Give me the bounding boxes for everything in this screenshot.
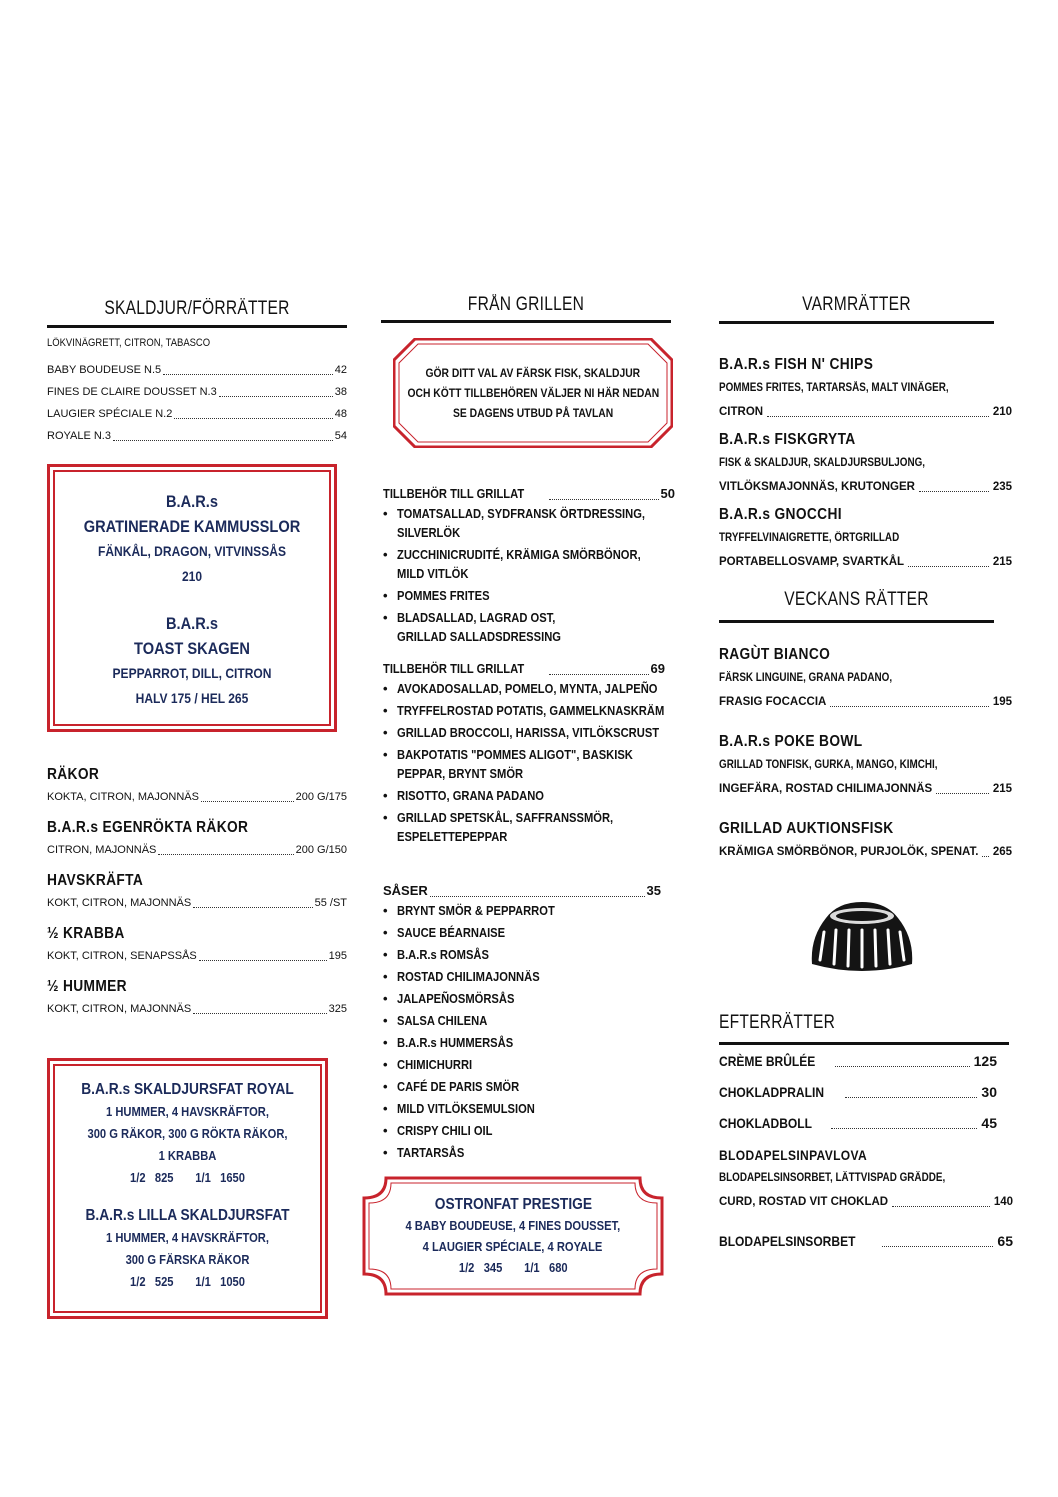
sauce-item: • MILD VITLÖKSEMULSION xyxy=(383,1099,661,1118)
dot-leader xyxy=(830,706,988,707)
platter-line: 300 G FÄRSKA RÄKOR xyxy=(125,1252,250,1267)
dish-price-line xyxy=(719,550,1012,574)
item-line xyxy=(47,786,347,808)
dot-leader xyxy=(919,491,989,492)
dessert-price: 125 xyxy=(973,1053,997,1069)
dish-name: B.A.R.s POKE BOWL xyxy=(719,733,863,750)
shellfish-item xyxy=(47,976,347,1029)
dot-leader xyxy=(174,418,332,419)
item-name: B.A.R.s EGENRÖKTA RÄKOR xyxy=(47,819,249,836)
dish-price: 210 xyxy=(181,568,203,584)
dessert-item xyxy=(719,1046,997,1077)
dish-price: 235 xyxy=(992,481,1012,493)
featured-box-platters xyxy=(47,1058,328,1319)
item-price: 325 xyxy=(328,1003,347,1015)
grill-notice-text xyxy=(393,338,673,448)
dish-desc: PEPPARROT, DILL, CITRON xyxy=(112,665,272,681)
weekly-item xyxy=(719,731,1012,818)
dish-desc: GRILLAD TONFISK, GURKA, MANGO, KIMCHI, xyxy=(719,759,938,771)
dot-leader xyxy=(845,1097,977,1098)
side-item: • TRYFFELROSTAD POTATIS, GAMMELKNASKRÄM xyxy=(383,701,665,720)
dessert-name: CHOKLADPRALIN xyxy=(719,1084,825,1100)
oyster-platter-content xyxy=(362,1176,664,1296)
main-courses-list xyxy=(719,354,1012,579)
sides-group-header xyxy=(383,659,665,679)
dot-leader xyxy=(193,907,312,908)
item-name: ½ KRABBA xyxy=(47,925,125,942)
sauces-group xyxy=(383,881,661,1165)
sauces-header xyxy=(383,881,661,901)
sauce-item: • CHIMICHURRI xyxy=(383,1055,661,1074)
oyster-name: ROYALE N.3 xyxy=(47,430,111,442)
sides-list xyxy=(383,679,665,846)
pavlova-item xyxy=(719,1144,1013,1214)
oyster-name: LAUGIER SPÉCIALE N.2 xyxy=(47,408,173,420)
item-desc: CITRON, MAJONNÄS xyxy=(47,844,157,856)
item-name: ½ HUMMER xyxy=(47,978,127,995)
side-item: • TOMATSALLAD, SYDFRANSK ÖRTDRESSING, SILVERLÖK xyxy=(383,504,675,542)
platter-price: 1/2 825 1/1 1650 xyxy=(130,1170,245,1185)
item-name: HAVSKRÄFTA xyxy=(47,872,144,889)
dish-price-line xyxy=(719,400,1012,424)
dessert-name: BLODAPELSINPAVLOVA xyxy=(719,1147,868,1163)
group-title: TILLBEHÖR TILL GRILLAT xyxy=(383,661,525,676)
oyster-item xyxy=(47,359,347,381)
dot-leader xyxy=(113,440,333,441)
dessert-list xyxy=(719,1046,997,1139)
main-course-item xyxy=(719,429,1012,504)
oyster-subtitle: LÖKVINÄGRETT, CITRON, TABASCO xyxy=(47,337,211,349)
sauce-item: • BRYNT SMÖR & PEPPARROT xyxy=(383,901,661,920)
dot-leader xyxy=(199,960,327,961)
group-price: 35 xyxy=(646,883,661,898)
sauce-item: • B.A.R.s HUMMERSÅS xyxy=(383,1033,661,1052)
main-course-item xyxy=(719,354,1012,429)
dot-leader xyxy=(219,396,333,397)
shellfish-item xyxy=(47,870,347,923)
oyster-item xyxy=(47,381,347,403)
item-desc: KOKT, CITRON, SENAPSSÅS xyxy=(47,950,197,962)
oyster-item xyxy=(47,403,347,425)
oyster-name: BABY BOUDEUSE N.5 xyxy=(47,364,162,376)
section-title-varmratter: VARMRÄTTER xyxy=(802,294,911,315)
weekly-list xyxy=(719,644,1012,864)
dot-leader xyxy=(835,1066,970,1067)
notice-line: SE DAGENS UTBUD PÅ TAVLAN xyxy=(452,406,614,420)
group-price: 50 xyxy=(660,486,675,501)
sauce-item: • ROSTAD CHILIMAJONNÄS xyxy=(383,967,661,986)
dessert-desc: CURD, ROSTAD VIT CHOKLAD xyxy=(719,1196,889,1208)
dish-desc: FRASIG FOCACCIA xyxy=(719,696,827,708)
dot-leader xyxy=(936,793,989,794)
sauce-item: • TARTARSÅS xyxy=(383,1143,661,1162)
dish-desc: FÄRSK LINGUINE, GRANA PADANO, xyxy=(719,672,893,684)
grill-notice-box xyxy=(393,338,673,448)
sauce-item: • SALSA CHILENA xyxy=(383,1011,661,1030)
dessert-price: 140 xyxy=(993,1196,1013,1208)
platter-title: B.A.R.s SKALDJURSFAT ROYAL xyxy=(81,1081,294,1098)
dish-price: 215 xyxy=(992,783,1012,795)
dish-name: GRILLAD AUKTIONSFISK xyxy=(719,820,894,837)
oyster-price: 38 xyxy=(334,386,347,398)
sauce-item: • CRISPY CHILI OIL xyxy=(383,1121,661,1140)
dish-name: GRATINERADE KAMMUSSLOR xyxy=(83,517,301,536)
section-divider xyxy=(381,320,671,323)
oyster-platter-box xyxy=(362,1176,664,1296)
platter-line: 4 LAUGIER SPÉCIALE, 4 ROYALE xyxy=(423,1239,603,1254)
side-item: • GRILLAD SPETSKÅL, SAFFRANSSMÖR, ESPELETTEPEPPAR xyxy=(383,808,665,846)
dot-leader xyxy=(201,801,294,802)
dish-desc: POMMES FRITES, TARTARSÅS, MALT VINÄGER, xyxy=(719,382,949,394)
platter-line: 1 HUMMER, 4 HAVSKRÄFTOR, xyxy=(106,1104,269,1119)
platter-line: 1 KRABBA xyxy=(158,1148,217,1163)
shellfish-item xyxy=(47,764,347,817)
sauce-item: • CAFÉ DE PARIS SMÖR xyxy=(383,1077,661,1096)
dot-leader xyxy=(767,416,989,417)
dessert-item xyxy=(719,1226,1013,1257)
dish-name: B.A.R.s FISH N' CHIPS xyxy=(719,356,874,373)
platter-line: 300 G RÄKOR, 300 G RÖKTA RÄKOR, xyxy=(87,1126,288,1141)
side-item: • ZUCCHINICRUDITÉ, KRÄMIGA SMÖRBÖNOR, MILD VITLÖK xyxy=(383,545,675,583)
group-title: SÅSER xyxy=(383,883,428,898)
shellfish-item xyxy=(47,817,347,870)
jelly-mould-icon xyxy=(806,898,918,976)
weekly-item xyxy=(719,818,1012,864)
column-grillen xyxy=(381,296,671,323)
notice-line: OCH KÖTT TILLBEHÖREN VÄLJER NI HÄR NEDAN xyxy=(407,386,659,400)
oyster-item xyxy=(47,425,347,447)
dessert-header xyxy=(719,1010,1009,1045)
dot-leader xyxy=(982,856,988,857)
sides-list xyxy=(383,504,675,646)
dish-price: 210 xyxy=(992,406,1012,418)
featured-box-starters xyxy=(47,464,337,732)
item-desc: KOKT, CITRON, MAJONNÄS xyxy=(47,1003,192,1015)
section-title-skaldjur: SKALDJUR/FÖRRÄTTER xyxy=(104,298,290,319)
dot-leader xyxy=(163,374,333,375)
dish-price: 215 xyxy=(992,556,1012,568)
dessert-desc: BLODAPELSINSORBET, LÄTTVISPAD GRÄDDE, xyxy=(719,1172,946,1184)
section-title-veckans: VECKANS RÄTTER xyxy=(784,589,929,610)
dish-desc: FISK & SKALDJUR, SKALDJURSBULJONG, xyxy=(719,457,926,469)
oyster-price: 42 xyxy=(334,364,347,376)
item-line xyxy=(47,892,347,914)
oyster-price: 54 xyxy=(334,430,347,442)
platter-price: 1/2 525 1/1 1050 xyxy=(130,1274,245,1289)
platter-title: OSTRONFAT PRESTIGE xyxy=(434,1196,592,1213)
platter-line: 1 HUMMER, 4 HAVSKRÄFTOR, xyxy=(106,1230,269,1245)
item-price: 195 xyxy=(328,950,347,962)
platter-title: B.A.R.s LILLA SKALDJURSFAT xyxy=(85,1207,290,1224)
dish-desc: INGEFÄRA, ROSTAD CHILIMAJONNÄS xyxy=(719,783,933,795)
group-title: TILLBEHÖR TILL GRILLAT xyxy=(383,486,525,501)
dish-brand: B.A.R.s xyxy=(165,492,219,511)
dot-leader xyxy=(158,854,293,855)
section-divider xyxy=(719,321,994,324)
dish-price: 265 xyxy=(992,846,1012,858)
dot-leader xyxy=(549,674,648,675)
oyster-name: FINES DE CLAIRE DOUSSET N.3 xyxy=(47,386,217,398)
dessert-price: 65 xyxy=(997,1233,1013,1249)
side-item: • BAKPOTATIS "POMMES ALIGOT", BASKISK PEPPAR, BRYNT SMÖR xyxy=(383,745,665,783)
item-line xyxy=(47,998,347,1020)
featured-box-content xyxy=(50,489,334,711)
dot-leader xyxy=(549,499,658,500)
item-price: 200 G/150 xyxy=(295,844,347,856)
platter-line: 4 BABY BOUDEUSE, 4 FINES DOUSSET, xyxy=(405,1218,621,1233)
dish-desc: CITRON xyxy=(719,406,764,418)
weekly-item xyxy=(719,644,1012,731)
item-line xyxy=(47,839,347,861)
dish-desc: TRYFFELVINAIGRETTE, ÖRTGRILLAD xyxy=(719,532,900,544)
group-price: 69 xyxy=(650,661,665,676)
dish-price-line xyxy=(719,475,1012,499)
side-item: • BLADSALLAD, LAGRAD OST, GRILLAD SALLADSDRESSING xyxy=(383,608,675,646)
dish-price: 195 xyxy=(992,696,1012,708)
dish-name: B.A.R.s FISKGRYTA xyxy=(719,431,856,448)
item-name: RÄKOR xyxy=(47,766,100,783)
platter-price: 1/2 345 1/1 680 xyxy=(458,1260,568,1275)
column-varmratter xyxy=(719,296,994,324)
shellfish-list xyxy=(47,764,347,1029)
shellfish-item xyxy=(47,923,347,976)
item-price: 55 /ST xyxy=(314,897,347,909)
side-item: • GRILLAD BROCCOLI, HARISSA, VITLÖKSCRUST xyxy=(383,723,665,742)
dot-leader xyxy=(892,1206,990,1207)
sauce-item: • B.A.R.s ROMSÅS xyxy=(383,945,661,964)
dot-leader xyxy=(831,1128,977,1129)
dessert-item xyxy=(719,1108,997,1139)
section-divider xyxy=(719,620,994,623)
sides-group-1 xyxy=(383,484,675,649)
item-line xyxy=(47,945,347,967)
item-desc: KOKTA, CITRON, MAJONNÄS xyxy=(47,791,199,803)
dot-leader xyxy=(882,1246,994,1247)
oyster-price: 48 xyxy=(334,408,347,420)
dish-desc: VITLÖKSMAJONNÄS, KRUTONGER xyxy=(719,481,915,493)
item-desc: KOKT, CITRON, MAJONNÄS xyxy=(47,897,192,909)
platter-content xyxy=(50,1079,325,1293)
dish-brand: B.A.R.s xyxy=(165,614,219,633)
notice-line: GÖR DITT VAL AV FÄRSK FISK, SKALDJUR xyxy=(425,366,641,380)
dish-name: B.A.R.s GNOCCHI xyxy=(719,506,842,523)
main-course-item xyxy=(719,504,1012,579)
sides-group-header xyxy=(383,484,675,504)
weekly-header xyxy=(719,587,994,623)
section-divider xyxy=(719,1042,1009,1045)
oyster-list xyxy=(47,359,347,447)
dish-desc: KRÄMIGA SMÖRBÖNOR, PURJOLÖK, SPENAT. xyxy=(719,846,979,858)
sides-group-2 xyxy=(383,659,665,849)
sauce-item: • SAUCE BÉARNAISE xyxy=(383,923,661,942)
dish-price-line xyxy=(719,777,1012,801)
dessert-price: 30 xyxy=(981,1084,997,1100)
dessert-price: 45 xyxy=(981,1115,997,1131)
sauces-list xyxy=(383,901,661,1162)
sorbet-item xyxy=(719,1226,1013,1257)
dot-leader xyxy=(430,896,645,897)
dish-price-line xyxy=(719,690,1012,714)
dish-desc: FÄNKÅL, DRAGON, VITVINSSÅS xyxy=(98,543,286,559)
section-title-grillen: FRÅN GRILLEN xyxy=(467,294,585,315)
dish-price: HALV 175 / HEL 265 xyxy=(135,690,249,706)
side-item: • AVOKADOSALLAD, POMELO, MYNTA, JALPEÑO xyxy=(383,679,665,698)
side-item: • POMMES FRITES xyxy=(383,586,675,605)
item-price: 200 G/175 xyxy=(295,791,347,803)
dot-leader xyxy=(908,566,989,567)
dish-name: RAGÙT BIANCO xyxy=(719,646,831,663)
section-title-efterratter: EFTERRÄTTER xyxy=(719,1012,836,1033)
dish-desc: PORTABELLOSVAMP, SVARTKÅL xyxy=(719,556,905,568)
dish-price-line xyxy=(719,840,1012,864)
dessert-name: CRÈME BRÛLÉE xyxy=(719,1053,816,1069)
section-divider xyxy=(47,325,347,328)
dessert-item xyxy=(719,1077,997,1108)
dot-leader xyxy=(193,1013,326,1014)
dessert-price-line xyxy=(719,1190,1013,1214)
dish-name: TOAST SKAGEN xyxy=(134,639,250,658)
sauce-item: • JALAPEÑOSMÖRSÅS xyxy=(383,989,661,1008)
side-item: • RISOTTO, GRANA PADANO xyxy=(383,786,665,805)
dessert-name: BLODAPELSINSORBET xyxy=(719,1233,856,1249)
dessert-name: CHOKLADBOLL xyxy=(719,1115,812,1131)
column-skaldjur xyxy=(47,296,347,447)
